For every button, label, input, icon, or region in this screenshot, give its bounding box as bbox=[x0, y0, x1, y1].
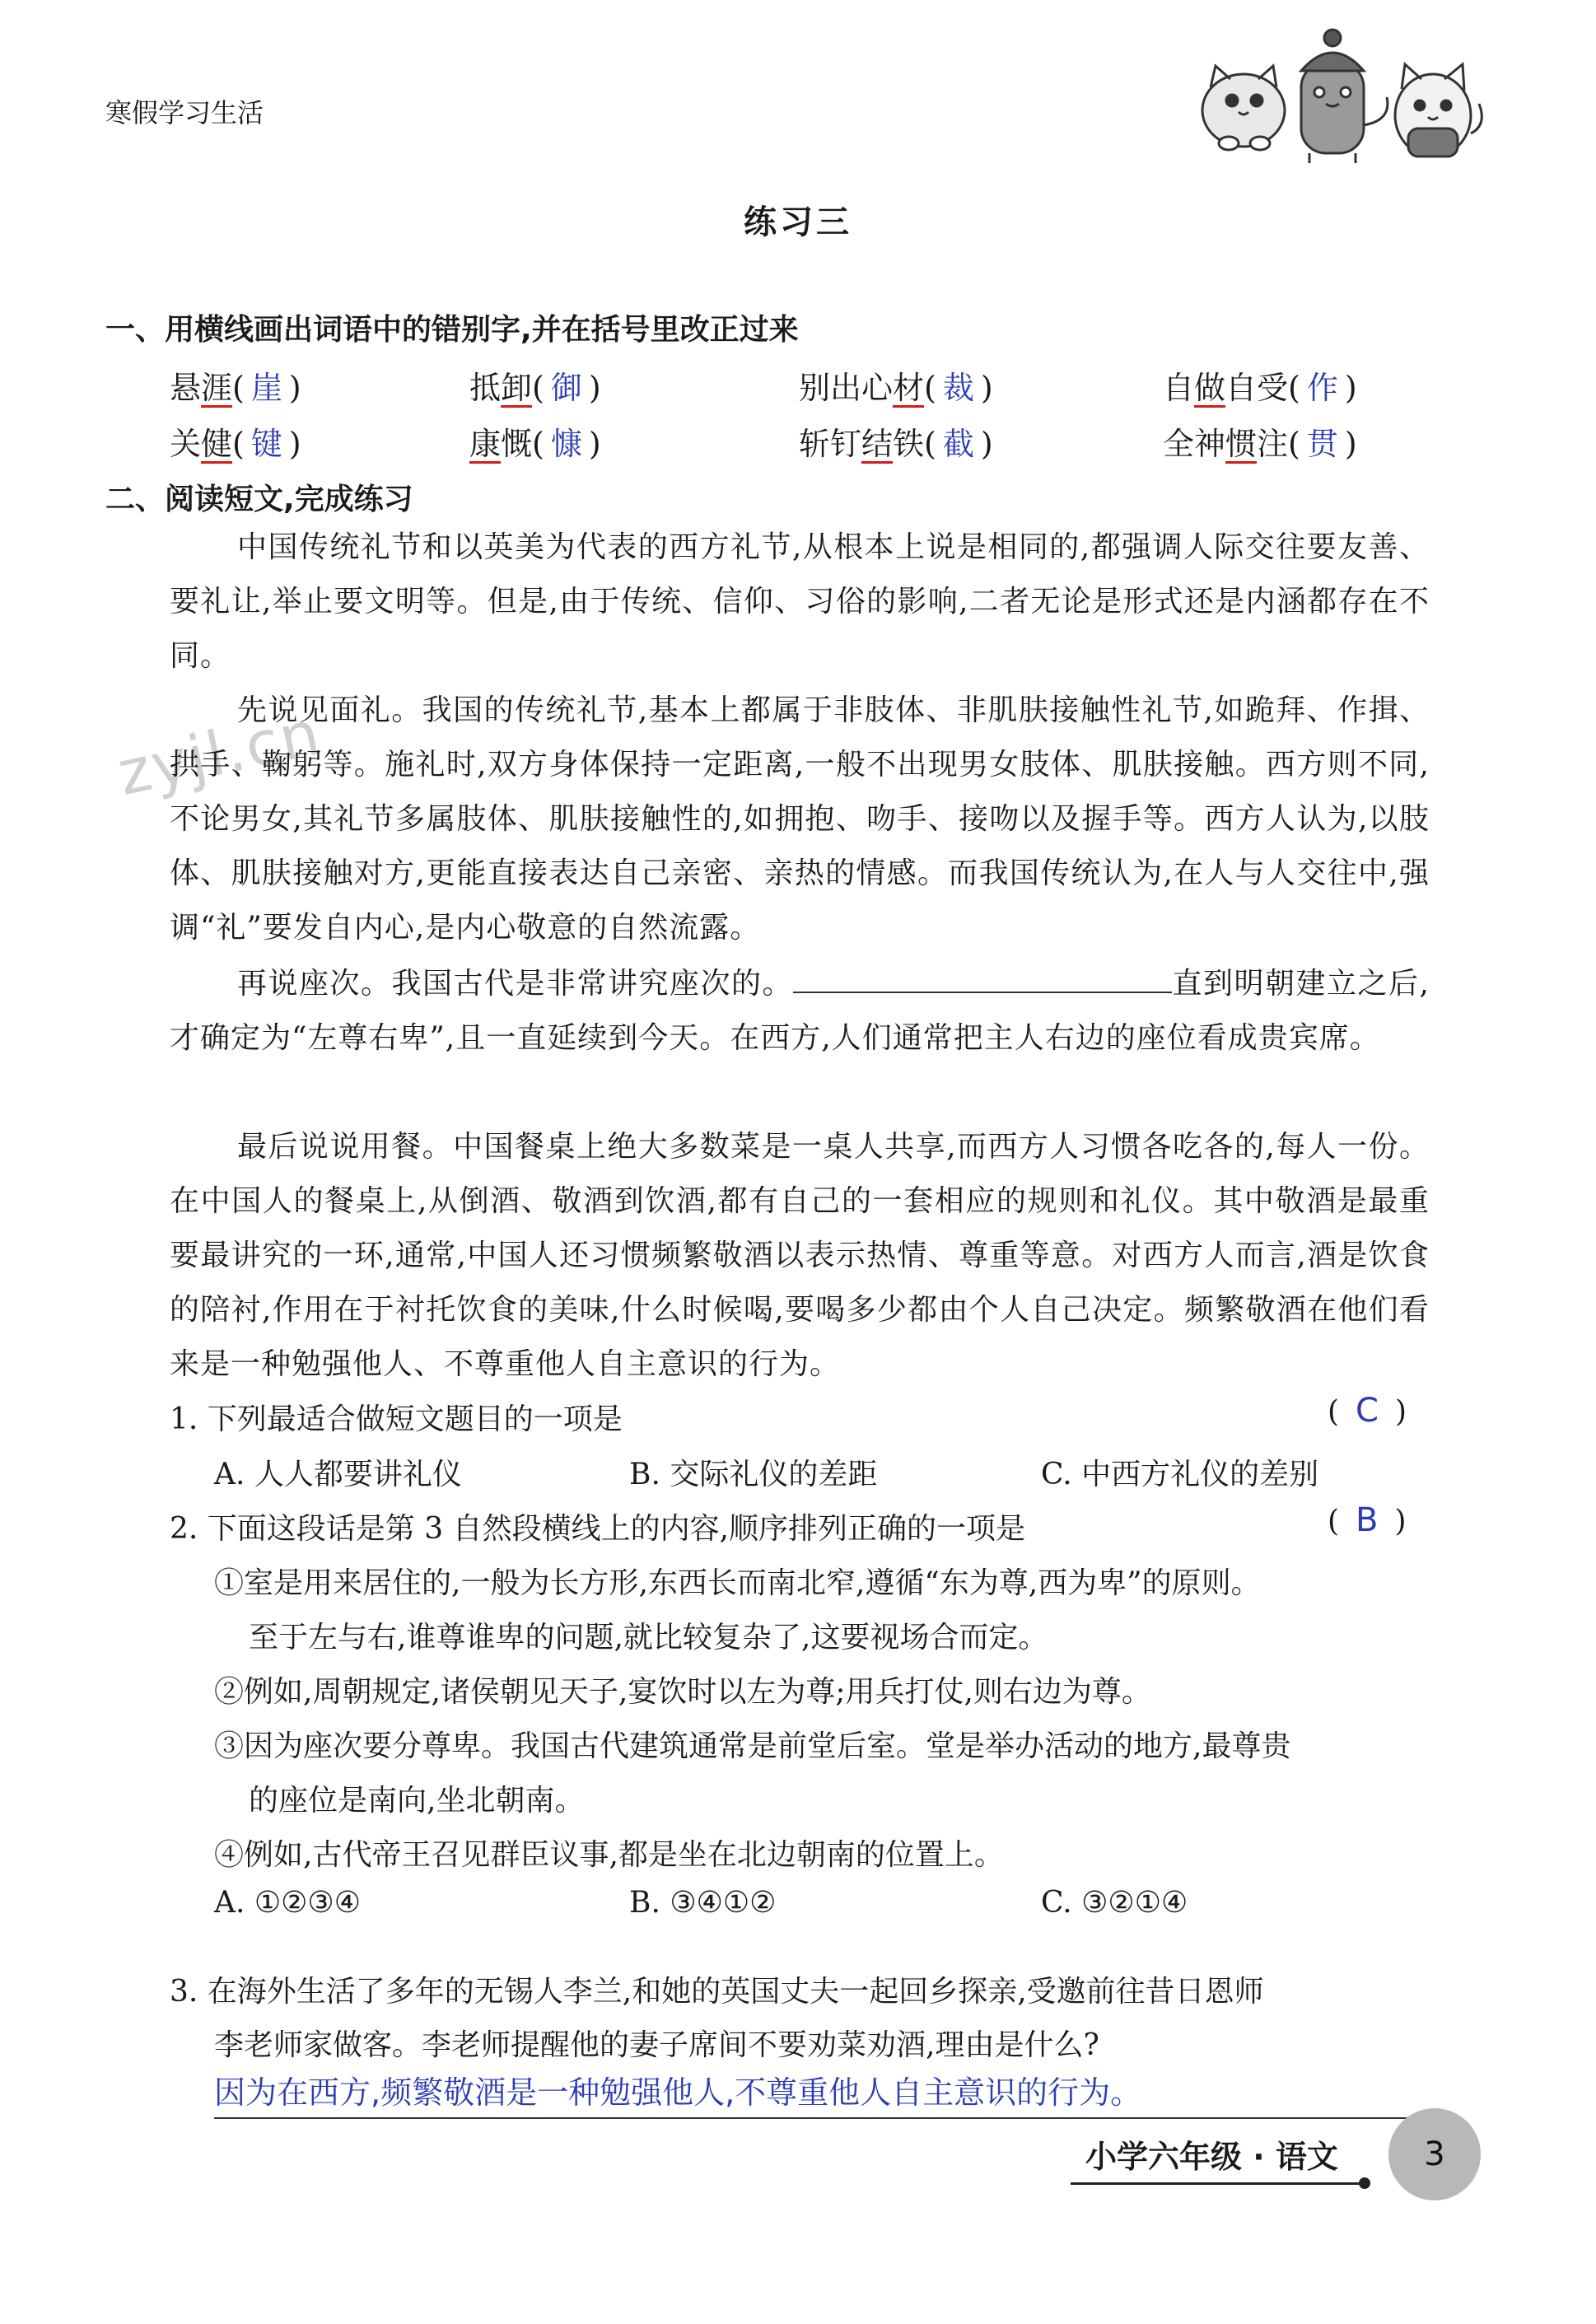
correction-answer: 御 bbox=[550, 370, 582, 406]
word-item: 斩钉结铁( 截 ) bbox=[799, 418, 993, 464]
grade-subject: 小学六年级 · 语文 bbox=[1085, 2139, 1338, 2175]
passage-paragraph-4: 最后说说用餐。中国餐桌上绝大多数菜是一桌人共享,而西方人习惯各吃各的,每人一份。在中国人的餐桌上,从倒酒、敬酒到饮酒,都有自己的一套相应的规则和礼仪。其中敬酒是最重要最讲究的一环,通常,中国人还习惯频繁敬酒以表示热情、尊重等意。对西方人而言,酒是饮食的陪衬,作用在于衬托饮食的美味,什么时候喝,要喝多少都由个人自己决定。频繁敬酒在他们看来是一种勉强他人、不尊重他人自主意识的行为。 bbox=[170, 1130, 1430, 1381]
wrong-char: 卸 bbox=[501, 370, 533, 406]
order-line: 至于左与右,谁尊谁卑的问题,就比较复杂了,这要视场合而定。 bbox=[249, 1621, 1048, 1654]
wrong-char: 做 bbox=[1194, 370, 1226, 406]
correction-answer: 崖 bbox=[250, 370, 282, 406]
word-item: 自做自受( 作 ) bbox=[1163, 362, 1357, 408]
passage-paragraph-3: 再说座次。我国古代是非常讲究座次的。 直到明朝建立之后,才确定为“左尊右卑”,且一直延续到今天。在西方,人们通常把主人右边的座位看成贵宾席。 bbox=[170, 967, 1430, 1055]
watermark: zyjl.cn bbox=[111, 698, 328, 810]
wrong-char: 材 bbox=[893, 370, 925, 406]
passage-paragraph-1: 中国传统礼节和以英美为代表的西方礼节,从根本上说是相同的,都强调人际交往要友善、要礼让,举止要文明等。但是,由于传统、信仰、习俗的影响,二者无论是形式还是内涵都存在不同。 bbox=[170, 530, 1430, 673]
word-item: 悬涯( 崖 ) bbox=[170, 362, 301, 408]
wrong-char: 结 bbox=[861, 426, 894, 462]
answer-bracket-1: ( C ) bbox=[1328, 1392, 1407, 1430]
order-line: ④例如,古代帝王召见群臣议事,都是坐在北边朝南的位置上。 bbox=[214, 1838, 1004, 1872]
question-3-cont: 李老师家做客。李老师提醒他的妻子席间不要劝菜劝酒,理由是什么? bbox=[214, 2028, 1099, 2062]
correction-answer: 慷 bbox=[550, 426, 582, 462]
word-item: 关健( 键 ) bbox=[170, 418, 301, 464]
wrong-char: 涯 bbox=[201, 370, 233, 406]
option-a: A. ①②③④ bbox=[214, 1886, 361, 1920]
option-a: A. 人人都要讲礼仪 bbox=[214, 1458, 462, 1491]
option-b: B. ③④①② bbox=[629, 1886, 777, 1920]
correction-answer: 贯 bbox=[1306, 426, 1338, 462]
option-b: B. 交际礼仪的差距 bbox=[629, 1458, 878, 1491]
footer-rule bbox=[1071, 2182, 1367, 2185]
word-item: 别出心材( 裁 ) bbox=[799, 362, 993, 408]
question-2: 2. 下面这段话是第 3 自然段横线上的内容,顺序排列正确的一项是 bbox=[170, 1512, 1026, 1546]
question-3: 3. 在海外生活了多年的无锡人李兰,和她的英国丈夫一起回乡探亲,受邀前往昔日恩师 bbox=[170, 1975, 1264, 2009]
word-item: 全神惯注( 贯 ) bbox=[1163, 418, 1357, 464]
word-item: 抵卸( 御 ) bbox=[469, 362, 601, 408]
question-2-answer: B bbox=[1356, 1501, 1379, 1539]
order-line: ①室是用来居住的,一般为长方形,东西长而南北窄,遵循“东为尊,西为卑”的原则。 bbox=[214, 1566, 1261, 1600]
correction-answer: 裁 bbox=[942, 370, 974, 406]
question-1: 1. 下列最适合做短文题目的一项是 bbox=[170, 1402, 623, 1436]
footer-dot bbox=[1359, 2177, 1370, 2189]
cats-illustration-icon bbox=[1186, 18, 1491, 166]
question-1-answer: C bbox=[1356, 1392, 1379, 1430]
wrong-char: 康 bbox=[469, 426, 502, 462]
option-c: C. 中西方礼仪的差别 bbox=[1041, 1458, 1319, 1491]
wrong-char: 惯 bbox=[1225, 426, 1258, 462]
word-item: 康慨( 慷 ) bbox=[469, 418, 601, 464]
page-number: 3 bbox=[1388, 2108, 1481, 2200]
section2-heading: 二、阅读短文,完成练习 bbox=[105, 483, 413, 516]
order-line: ②例如,周朝规定,诸侯朝见天子,宴饮时以左为尊;用兵打仗,则右边为尊。 bbox=[214, 1675, 1151, 1709]
option-c: C. ③②①④ bbox=[1041, 1886, 1188, 1920]
wrong-char: 健 bbox=[201, 426, 233, 462]
correction-answer: 作 bbox=[1306, 370, 1338, 406]
correction-answer: 键 bbox=[250, 426, 282, 462]
passage-paragraph-2: 先说见面礼。我国的传统礼节,基本上都属于非肢体、非肌肤接触性礼节,如跪拜、作揖、拱手、鞠躬等。施礼时,双方身体保持一定距离,一般不出现男女肢体、肌肤接触。西方则不同,不论男女,其礼节多属肢体、肌肤接触性的,如拥抱、吻手、接吻以及握手等。西方人认为,以肢体、肌肤接触对方,更能直接表达自己亲密、亲热的情感。而我国传统认为,在人与人交往中,强调“礼”要发自内心,是内心敬意的自然流露。 bbox=[170, 693, 1430, 945]
question-3-answer: 因为在西方,频繁敬酒是一种勉强他人,不尊重他人自主意识的行为。 bbox=[214, 2067, 1433, 2119]
book-title: 寒假学习生活 bbox=[105, 97, 264, 128]
order-line: 的座位是南向,坐北朝南。 bbox=[249, 1784, 585, 1818]
exercise-title: 练习三 bbox=[744, 203, 852, 241]
answer-bracket-2: ( B ) bbox=[1328, 1501, 1407, 1539]
section1-heading: 一、用横线画出词语中的错别字,并在括号里改正过来 bbox=[105, 313, 799, 347]
correction-answer: 截 bbox=[942, 426, 974, 462]
order-line: ③因为座次要分尊卑。我国古代建筑通常是前堂后室。堂是举办活动的地方,最尊贵 bbox=[214, 1729, 1291, 1763]
fill-blank-line bbox=[793, 967, 1172, 993]
